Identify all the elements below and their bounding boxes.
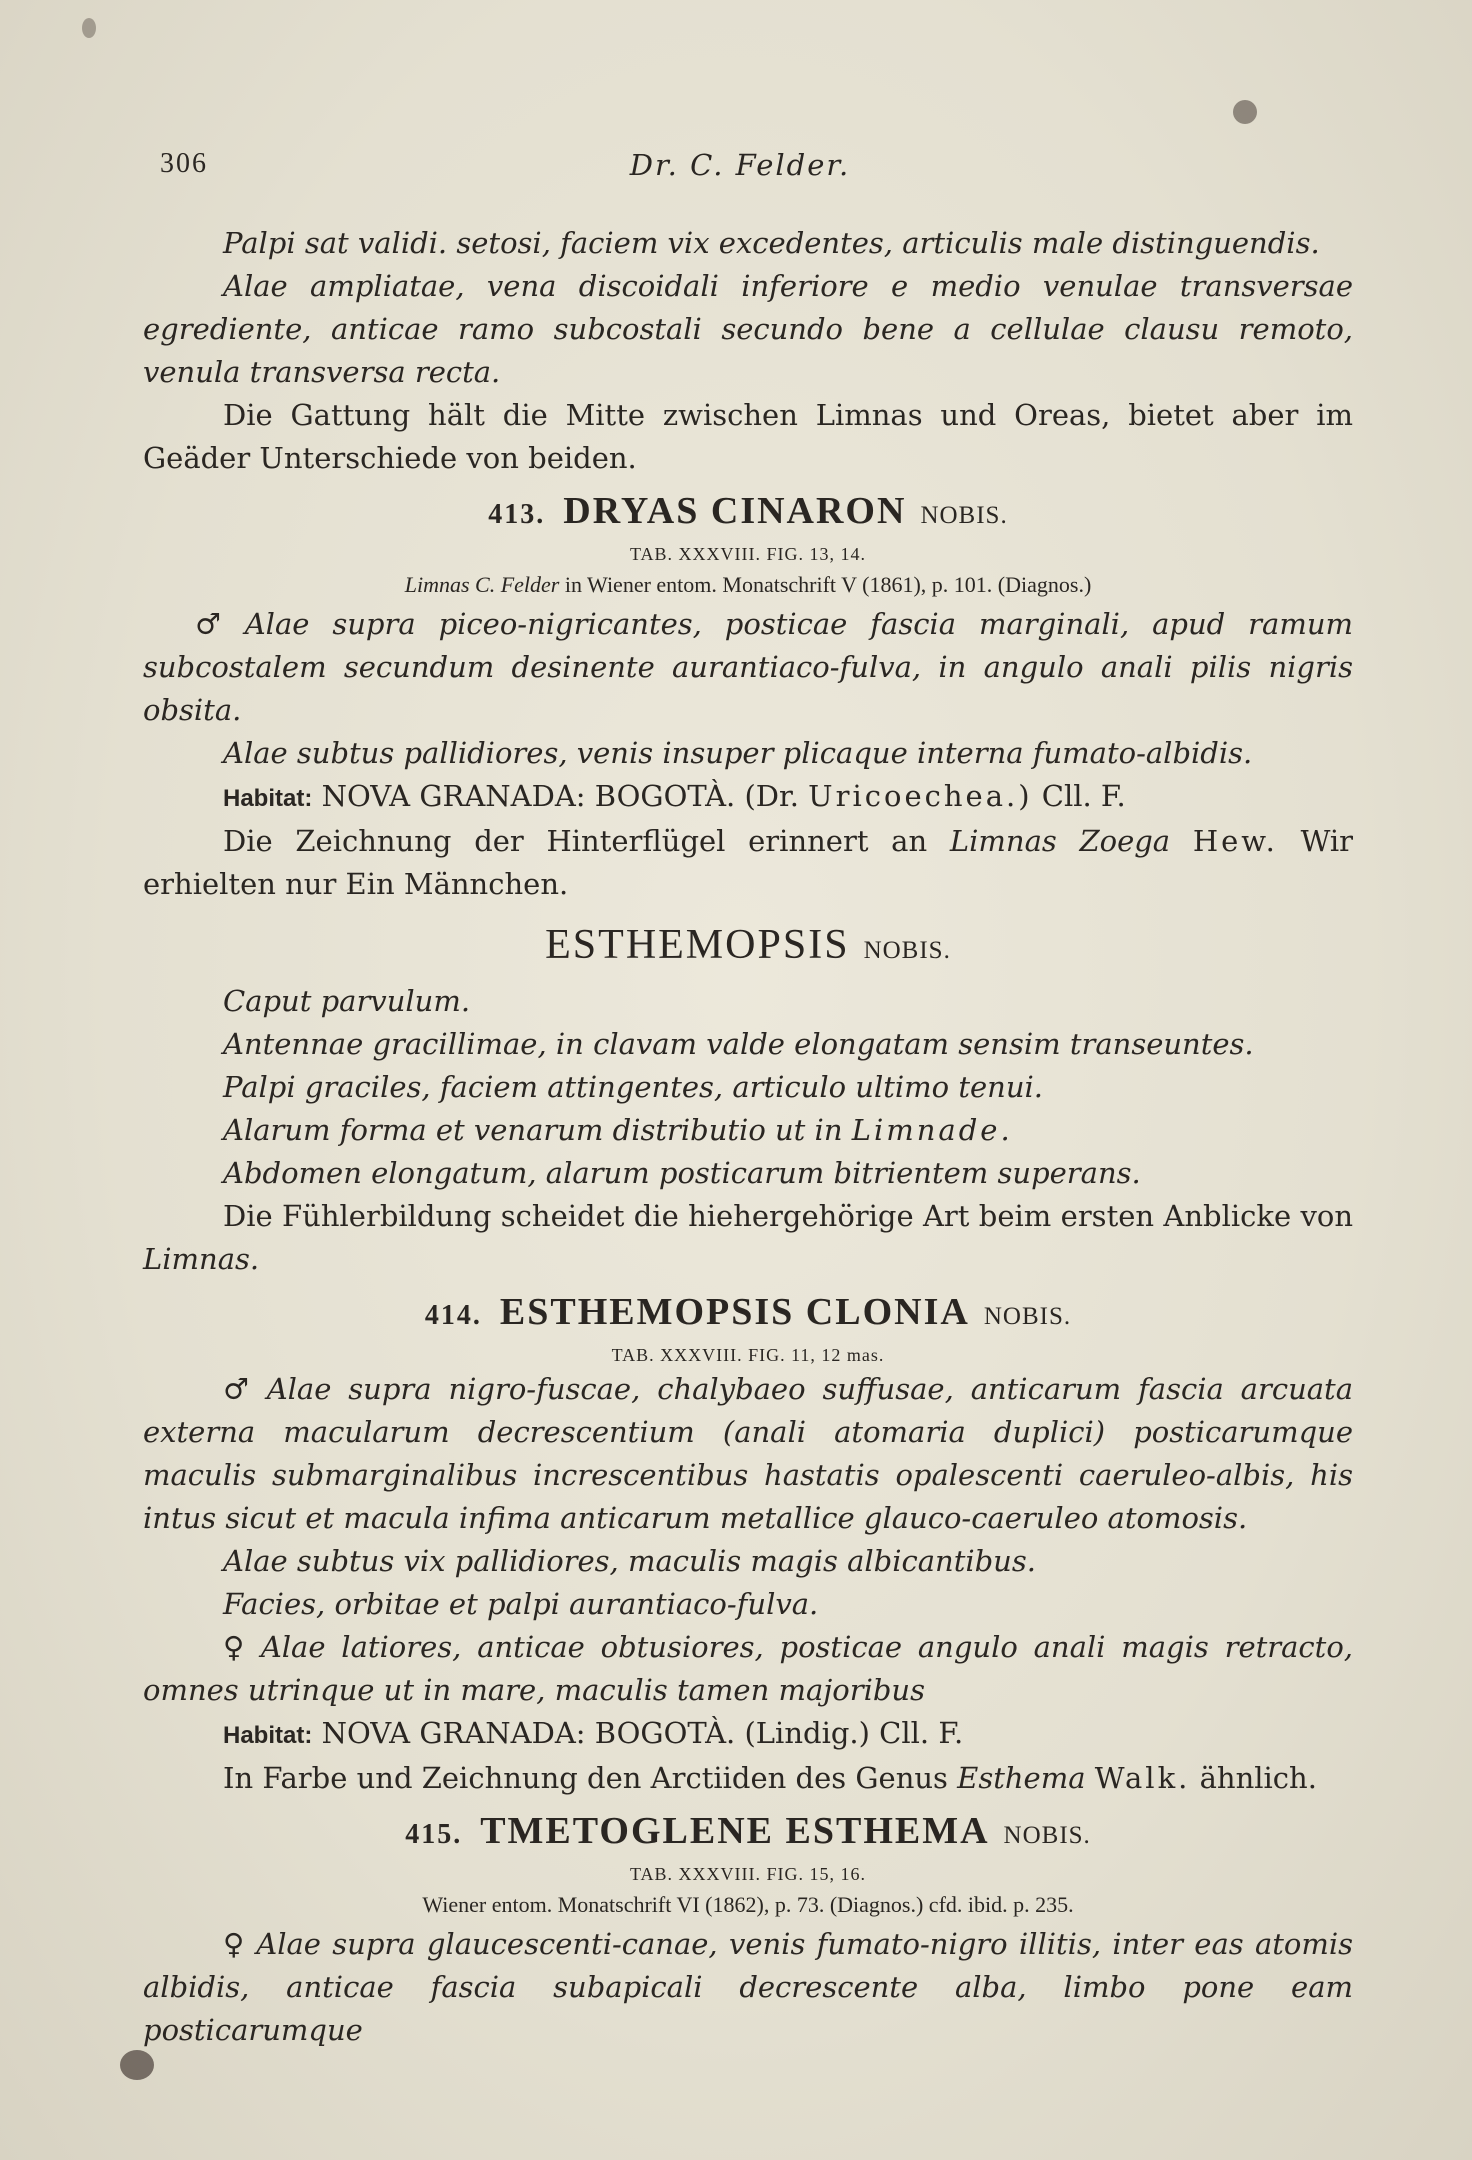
female-text: Alae supra glaucescenti-canae, venis fumato-nigro illitis, inter eas atomis albidis, anticae fascia subapicali decrescente alba, limbo pone eam posticarumque bbox=[143, 1927, 1353, 2047]
habitat-line bbox=[143, 775, 1353, 820]
female-description bbox=[143, 1923, 1353, 2052]
habitat-label: Habitat: bbox=[223, 1722, 313, 1749]
habitat-label: Habitat: bbox=[223, 785, 313, 812]
facies-description: Facies, orbitae et palpi aurantiaco-fulva. bbox=[223, 1587, 819, 1621]
habitat-collection: Cll. F. bbox=[879, 1716, 964, 1750]
genus-antennae: Antennae gracillimae, in clavam valde elongatam sensim transeuntes. bbox=[223, 1027, 1254, 1061]
genus-note bbox=[143, 1195, 1353, 1281]
literature-reference: Wiener entom. Monatschrift VI (1862), p. 73. (Diagnos.) cfd. ibid. p. 235. bbox=[422, 1892, 1074, 1917]
ref-genus: Limnas bbox=[404, 572, 470, 597]
genus-note-text: Die Fühlerbildung scheidet die hiehergehörige Art beim ersten Anblicke von bbox=[223, 1199, 1353, 1233]
running-head: Dr. C. Felder. bbox=[629, 148, 851, 182]
male-symbol-icon: ♂ bbox=[195, 607, 235, 641]
female-text: Alae latiores, anticae obtusiores, posticae angulo anali magis retracto, omnes utrinque ut in mare, maculis tamen majoribus bbox=[143, 1630, 1354, 1707]
species-note bbox=[143, 1757, 1353, 1800]
ref-source: in Wiener entom. Monatschrift V (1861), p. 101. (Diagnos.) bbox=[564, 572, 1092, 597]
male-description bbox=[143, 1368, 1353, 1540]
male-text: Alae supra nigro-fuscae, chalybaeo suffusae, anticarum fascia arcuata externa macularum decrescentium (anali atomaria duplici) posticarumque maculis submarginalibus increscentibus hastatis opalescenti caeruleo-albis, his intus sicut et macula infima anticarum metallice glauco-caeruleo atomosis. bbox=[143, 1372, 1353, 1535]
ref-author: C. Felder bbox=[475, 572, 560, 597]
genus-name: ESTHEMOPSIS bbox=[545, 922, 850, 968]
genus-alarum bbox=[143, 1109, 1353, 1152]
ink-blot bbox=[1233, 100, 1257, 124]
species-number: 415. bbox=[405, 1819, 463, 1850]
female-symbol-icon: ♀ bbox=[223, 1927, 247, 1961]
page-header bbox=[160, 148, 1320, 188]
intro-palpi: Palpi sat validi. setosi, faciem vix excedentes, articulis male distinguendis. bbox=[223, 226, 1320, 260]
plate-reference: TAB. XXXVIII. FIG. 11, 12 mas. bbox=[611, 1345, 885, 1365]
species-name: ESTHEMOPSIS CLONIA bbox=[499, 1291, 970, 1333]
underside-description: Alae subtus pallidiores, venis insuper plicaque interna fumato-albidis. bbox=[223, 736, 1253, 770]
note-text: In Farbe und Zeichnung den Arctiiden des Genus bbox=[223, 1761, 948, 1795]
habitat-collector: Uricoechea.) bbox=[808, 779, 1033, 813]
note-taxon: Limnas Zoega bbox=[949, 824, 1171, 858]
habitat-collector: (Lindig.) bbox=[744, 1716, 870, 1750]
note-text-end: ähnlich. bbox=[1199, 1761, 1317, 1795]
habitat-line bbox=[143, 1712, 1353, 1757]
species-title-414 bbox=[143, 1287, 1353, 1342]
note-text: Die Zeichnung der Hinterflügel erinnert an bbox=[223, 824, 928, 858]
genus-alarum-text: Alarum forma et venarum distributio ut in bbox=[223, 1113, 843, 1147]
species-name: TMETOGLENE ESTHEMA bbox=[480, 1810, 990, 1852]
male-symbol-icon: ♂ bbox=[223, 1372, 257, 1406]
male-text: Alae supra piceo-nigricantes, posticae fascia marginali, apud ramum subcostalem secundum desinente aurantiaco-fulva, in angulo anali pilis nigris obsita. bbox=[143, 607, 1354, 727]
genus-caput: Caput parvulum. bbox=[223, 984, 471, 1018]
page-number: 306 bbox=[160, 148, 208, 179]
habitat-collection: Cll. F. bbox=[1041, 779, 1126, 813]
ink-blot bbox=[82, 18, 96, 38]
genus-abdomen: Abdomen elongatum, alarum posticarum bitrientem superans. bbox=[223, 1156, 1141, 1190]
species-name: DRYAS CINARON bbox=[563, 490, 907, 532]
nobis-label: NOBIS. bbox=[920, 502, 1008, 529]
genus-title bbox=[143, 920, 1353, 976]
species-note bbox=[143, 820, 1353, 906]
genus-palpi: Palpi graciles, faciem attingentes, articulo ultimo tenui. bbox=[223, 1070, 1044, 1104]
species-number: 414. bbox=[424, 1300, 482, 1331]
page-body bbox=[143, 222, 1353, 2052]
nobis-label: NOBIS. bbox=[863, 937, 951, 964]
habitat-place: NOVA GRANADA: BOGOTÀ. bbox=[321, 1716, 736, 1750]
intro-alae: Alae ampliatae, vena discoidali inferiore e medio venulae transversae egrediente, anticae ramo subcostali secundo bene a cellulae clausu remoto, venula transversa recta. bbox=[143, 269, 1353, 389]
genus-alarum-taxon: Limnade. bbox=[851, 1113, 1013, 1147]
plate-reference: TAB. XXXVIII. FIG. 15, 16. bbox=[629, 1864, 867, 1884]
habitat-collector-prefix: (Dr. bbox=[744, 779, 799, 813]
note-text-end: Wir erhielten nur Ein Männchen. bbox=[143, 824, 1354, 901]
female-description bbox=[143, 1626, 1353, 1712]
underside-description: Alae subtus vix pallidiores, maculis magis albicantibus. bbox=[223, 1544, 1036, 1578]
plate-reference: TAB. XXXVIII. FIG. 13, 14. bbox=[629, 544, 867, 564]
species-number: 413. bbox=[488, 499, 546, 530]
female-symbol-icon: ♀ bbox=[223, 1630, 251, 1664]
nobis-label: NOBIS. bbox=[983, 1303, 1072, 1330]
habitat-place: NOVA GRANADA: BOGOTÀ. bbox=[321, 779, 736, 813]
species-title-415 bbox=[143, 1806, 1353, 1861]
note-author: Walk. bbox=[1094, 1761, 1191, 1795]
male-description bbox=[143, 603, 1353, 732]
genus-note-taxon: Limnas. bbox=[143, 1242, 260, 1276]
note-author: Hew. bbox=[1192, 824, 1278, 858]
nobis-label: NOBIS. bbox=[1003, 1822, 1091, 1849]
note-taxon: Esthema bbox=[957, 1761, 1086, 1795]
species-title-413 bbox=[143, 486, 1353, 541]
intro-note: Die Gattung hält die Mitte zwischen Limnas und Oreas, bietet aber im Geäder Unterschiede von beiden. bbox=[143, 398, 1353, 475]
ink-blot bbox=[120, 2050, 154, 2080]
literature-reference bbox=[143, 567, 1353, 603]
